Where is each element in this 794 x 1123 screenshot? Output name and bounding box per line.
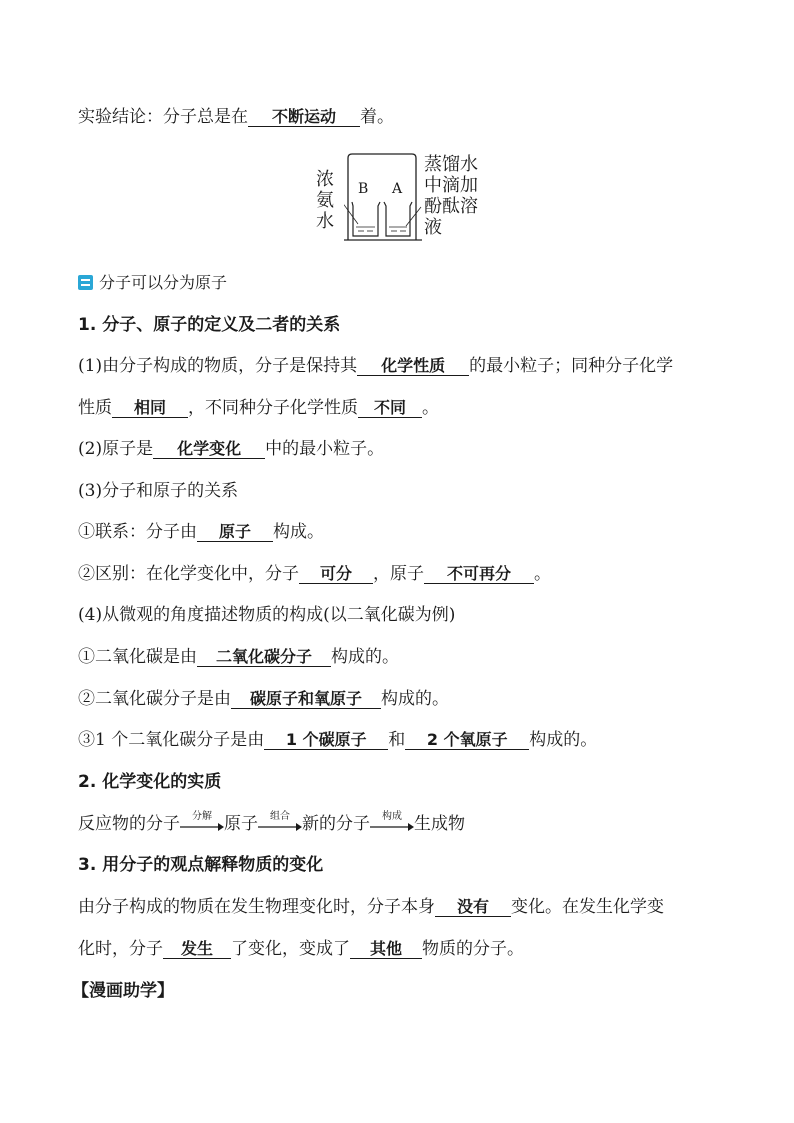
- flow-step: 新的分子: [302, 814, 370, 834]
- manga-heading: 【漫画助学】: [72, 981, 174, 1001]
- right-label-line: 液: [424, 217, 442, 238]
- answer-blank: 二氧化碳分子: [197, 648, 331, 667]
- right-label-line: 酚酞溶: [424, 196, 478, 217]
- right-label: [424, 154, 478, 238]
- right-label-line: 中滴加: [424, 175, 478, 196]
- text: 物质的分子。: [422, 939, 524, 959]
- beaker-a-label: A: [392, 181, 403, 197]
- left-label-line: 氨: [316, 190, 334, 211]
- answer-blank: 不可再分: [424, 565, 534, 584]
- paragraph-3: (3)分子和原子的关系: [78, 481, 239, 501]
- text: ②二氧化碳分子是由: [78, 689, 231, 709]
- beaker-b-label: B: [358, 181, 369, 197]
- heading-1: 1. 分子、原子的定义及二者的关系: [78, 315, 341, 335]
- flow-step: 生成物: [414, 814, 465, 834]
- answer-blank: 不断运动: [248, 108, 360, 127]
- paragraph-4a: [78, 646, 399, 668]
- text: 和: [388, 730, 406, 750]
- paragraph-4b: [78, 688, 449, 710]
- text: (2)原子是: [78, 439, 154, 459]
- list-icon: [78, 275, 93, 290]
- answer-blank: 相同: [112, 399, 188, 418]
- answer-blank: 可分: [299, 565, 373, 584]
- text: 构成的。: [529, 730, 598, 750]
- section-header: [78, 272, 227, 294]
- text: ①二氧化碳是由: [78, 647, 197, 667]
- flow-step: 反应物的分子: [78, 814, 180, 834]
- arrow-label: 分解: [192, 811, 212, 822]
- paragraph-1-cont: [78, 397, 439, 419]
- text: 中的最小粒子。: [265, 439, 385, 459]
- conclusion-prefix: 实验结论：分子总是在: [78, 107, 248, 127]
- left-label-line: 浓: [316, 169, 334, 190]
- paragraph-3b: [78, 563, 551, 585]
- beaker-apparatus: [344, 152, 424, 248]
- conclusion-line: [78, 106, 394, 128]
- text: 了变化，变成了: [231, 939, 350, 959]
- paragraph-4: (4)从微观的角度描述物质的构成(以二氧化碳为例): [78, 605, 456, 625]
- paragraph-2: [78, 438, 384, 460]
- paragraph-3a: [78, 521, 324, 543]
- answer-blank: 1 个碳原子: [264, 731, 388, 750]
- text: ，原子: [373, 564, 424, 584]
- answer-blank: 原子: [197, 523, 273, 542]
- answer-blank: 其他: [350, 940, 422, 959]
- text: 构成。: [273, 522, 324, 542]
- text: ，不同种分子化学性质: [188, 398, 358, 418]
- arrow-icon: [370, 813, 414, 835]
- answer-blank: 没有: [435, 898, 511, 917]
- answer-blank: 化学性质: [357, 357, 469, 376]
- text: 变化。在发生化学变: [511, 897, 664, 917]
- text: 由分子构成的物质在发生物理变化时，分子本身: [78, 897, 435, 917]
- text: (1)由分子构成的物质，分子是保持其: [78, 356, 358, 376]
- paragraph-5: [78, 896, 664, 918]
- answer-blank: 2 个氧原子: [405, 731, 529, 750]
- arrow-label: 构成: [382, 811, 402, 822]
- arrow-icon: [258, 813, 302, 835]
- section-title: 分子可以分为原子: [99, 273, 228, 292]
- text: 的最小粒子；同种分子化学: [469, 356, 674, 376]
- paragraph-1: [78, 355, 673, 377]
- conclusion-suffix: 着。: [360, 107, 394, 127]
- text: 构成的。: [331, 647, 399, 667]
- left-label: [316, 169, 334, 232]
- text: 。: [422, 398, 439, 418]
- answer-blank: 不同: [358, 399, 422, 418]
- arrow-label: 组合: [270, 811, 290, 822]
- flow-step: 原子: [224, 814, 258, 834]
- text: 化时，分子: [78, 939, 163, 959]
- arrow-icon: [180, 813, 224, 835]
- paragraph-4c: [78, 729, 597, 751]
- text: 构成的。: [381, 689, 449, 709]
- reaction-flow: [78, 813, 465, 835]
- heading-3: 3. 用分子的观点解释物质的变化: [78, 855, 324, 875]
- text: ②区别：在化学变化中，分子: [78, 564, 299, 584]
- heading-2: 2. 化学变化的实质: [78, 772, 222, 792]
- answer-blank: 发生: [163, 940, 231, 959]
- answer-blank: 碳原子和氧原子: [231, 690, 381, 709]
- paragraph-5-cont: [78, 938, 524, 960]
- text: 性质: [78, 398, 112, 418]
- answer-blank: 化学变化: [153, 440, 265, 459]
- text: ③1 个二氧化碳分子是由: [78, 730, 265, 750]
- text: 。: [534, 564, 551, 584]
- experiment-figure: [312, 148, 502, 248]
- left-label-line: 水: [316, 211, 334, 232]
- text: ①联系：分子由: [78, 522, 197, 542]
- right-label-line: 蒸馏水: [424, 154, 478, 175]
